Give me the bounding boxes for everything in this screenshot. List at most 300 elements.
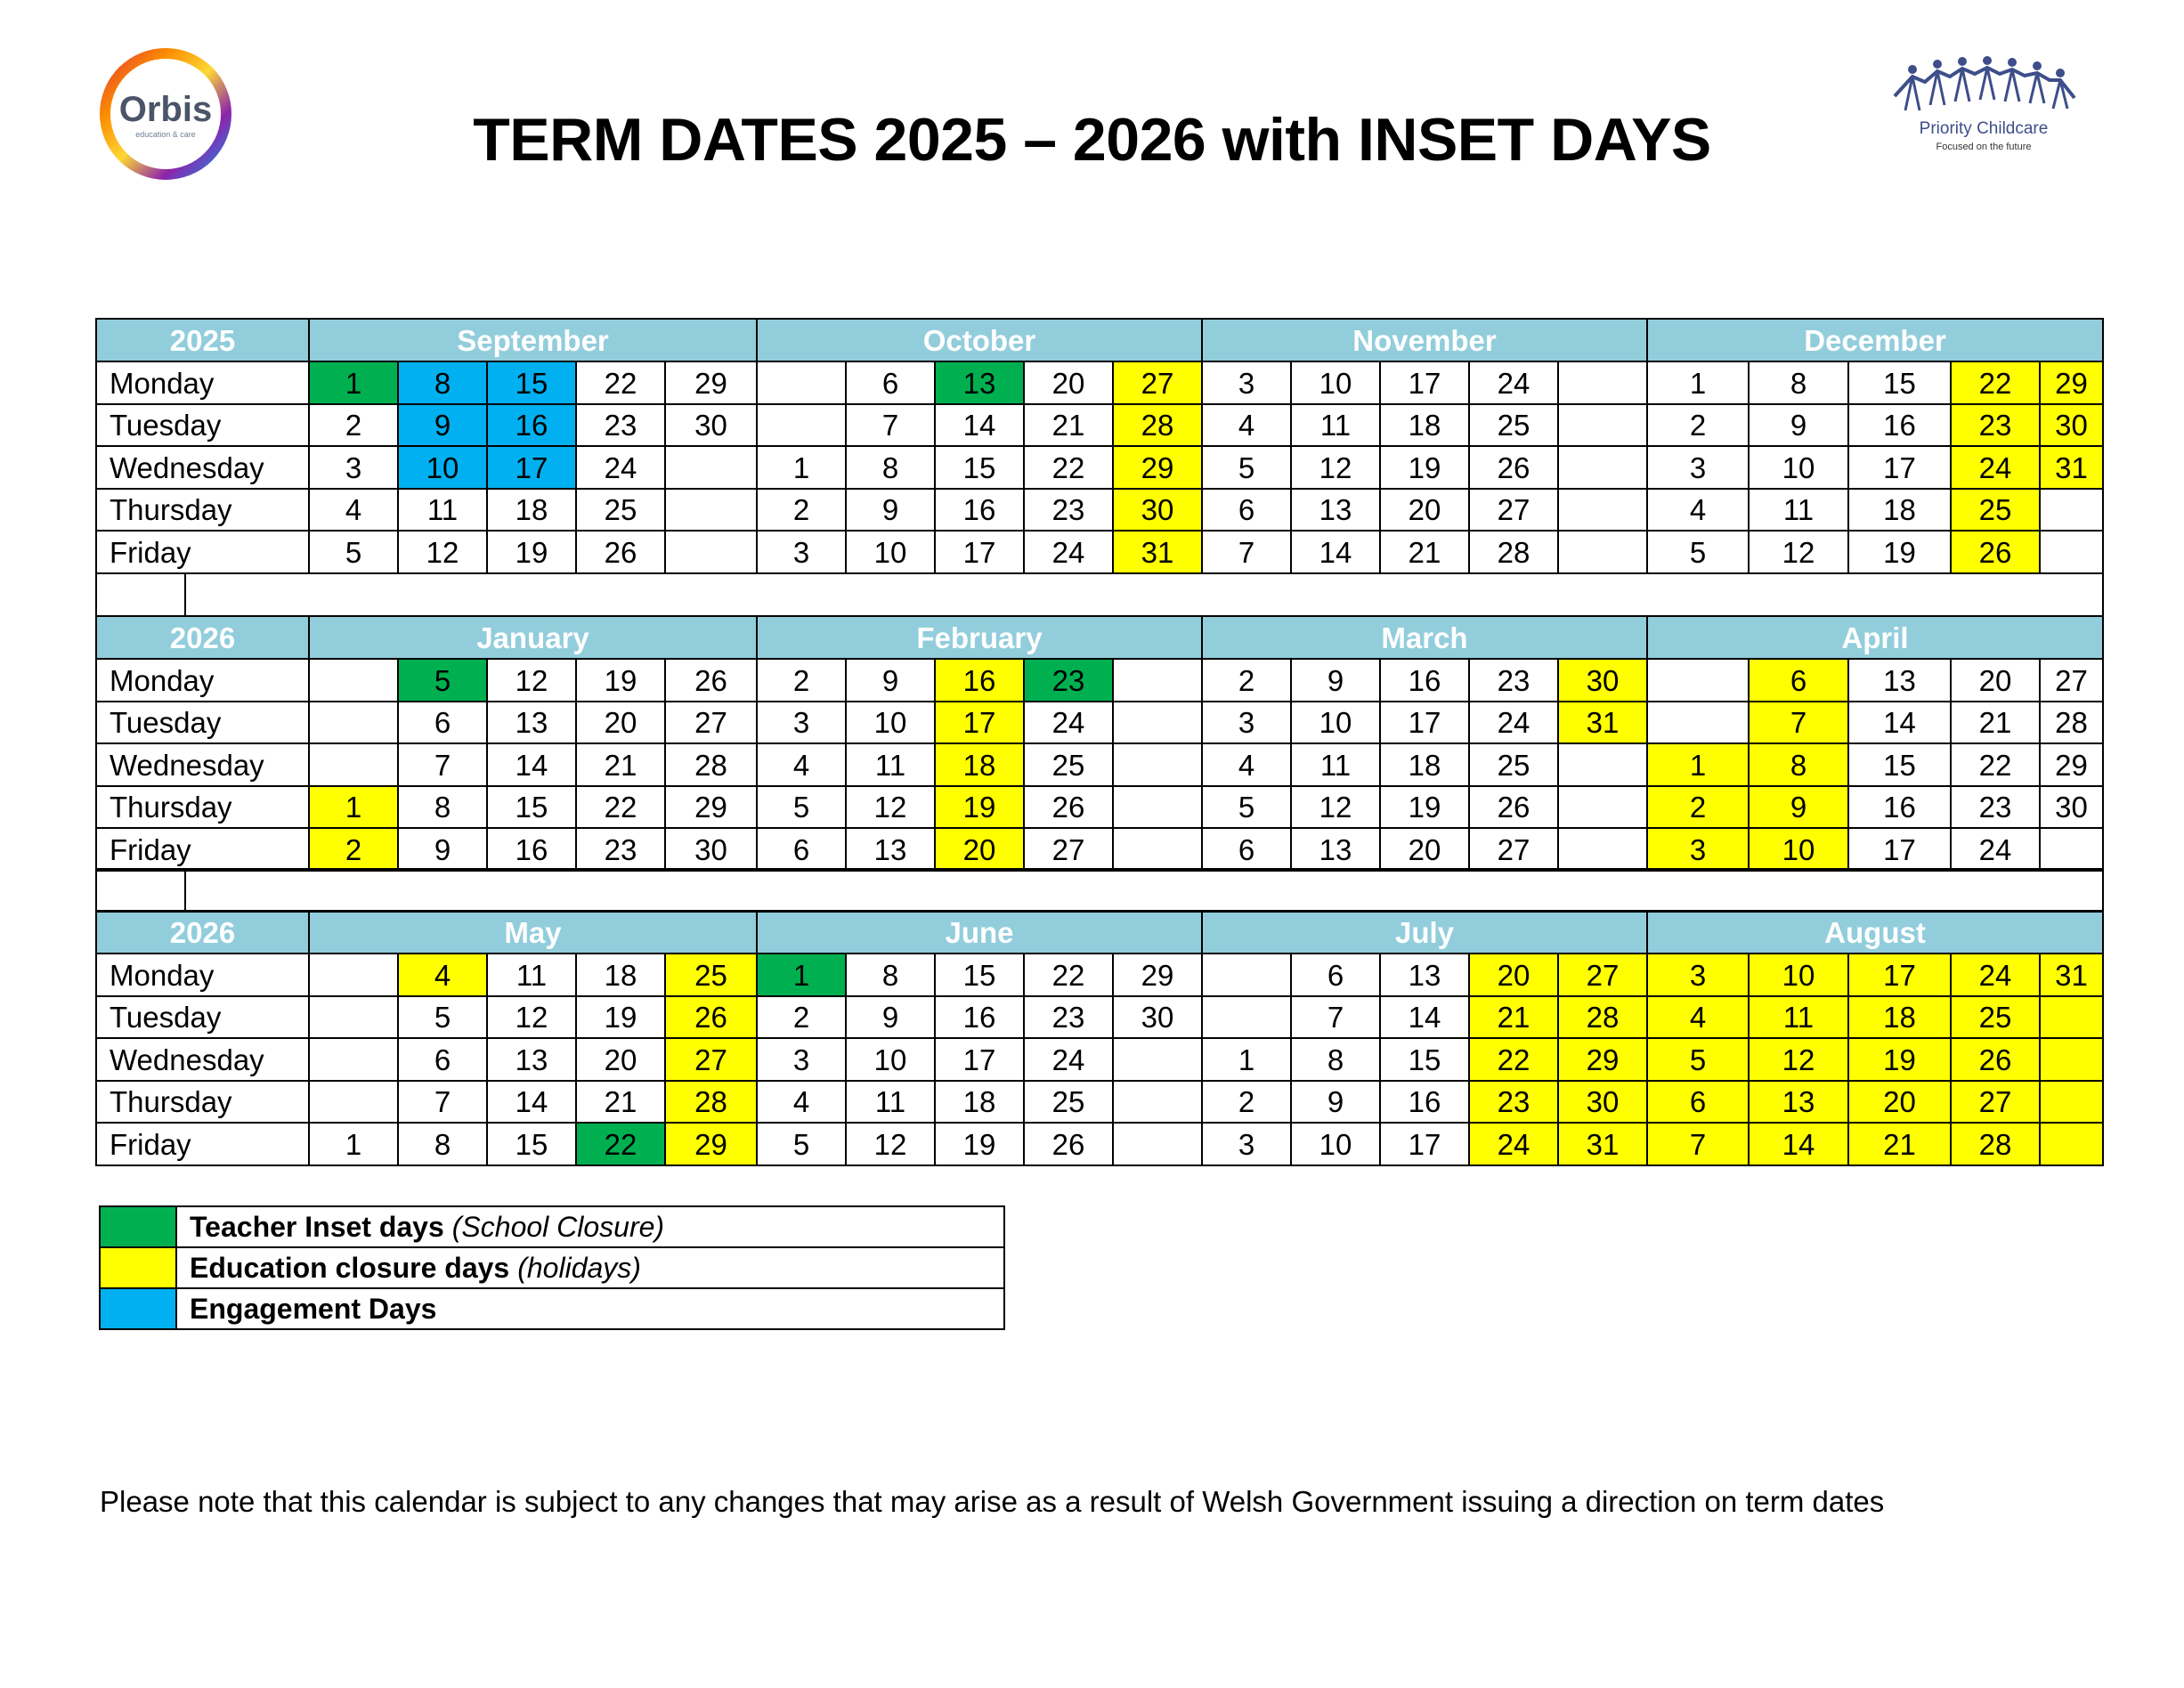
date-cell: 13 [934, 361, 1025, 405]
date-cell: 16 [486, 403, 577, 447]
date-cell: 30 [2039, 785, 2104, 829]
month-header-january: January [308, 615, 758, 660]
date-cell: 29 [664, 785, 758, 829]
date-cell: 10 [845, 701, 936, 744]
legend-label-text: Education closure days [190, 1251, 510, 1284]
date-cell: 14 [934, 403, 1025, 447]
date-cell: 24 [1023, 1037, 1114, 1082]
month-header-february: February [756, 615, 1203, 660]
date-cell: 15 [486, 361, 577, 405]
date-cell: 29 [664, 1122, 758, 1166]
date-cell: 9 [1290, 1080, 1381, 1124]
date-cell: 16 [486, 827, 577, 872]
date-cell: 16 [934, 488, 1025, 532]
weekday-label-friday: Friday [95, 827, 310, 872]
date-cell [1201, 995, 1292, 1039]
date-cell [1112, 1080, 1203, 1124]
date-cell [1112, 785, 1203, 829]
date-cell: 28 [664, 743, 758, 787]
date-cell: 3 [1646, 827, 1750, 872]
year-header: 2026 [95, 615, 310, 660]
date-cell [2039, 530, 2104, 574]
date-cell: 5 [308, 530, 399, 574]
month-header-september: September [308, 318, 758, 362]
date-cell: 25 [1468, 743, 1559, 787]
date-cell: 7 [845, 403, 936, 447]
date-cell: 31 [1112, 530, 1203, 574]
date-cell: 28 [1112, 403, 1203, 447]
date-cell: 2 [308, 403, 399, 447]
date-cell: 29 [1557, 1037, 1648, 1082]
date-cell: 2 [1646, 403, 1750, 447]
date-cell: 14 [1379, 995, 1470, 1039]
date-cell: 29 [664, 361, 758, 405]
date-cell [756, 403, 847, 447]
date-cell: 6 [1748, 658, 1849, 702]
date-cell: 8 [1290, 1037, 1381, 1082]
date-cell: 13 [1290, 827, 1381, 872]
date-cell: 4 [1201, 403, 1292, 447]
date-cell: 25 [575, 488, 666, 532]
date-cell: 11 [845, 1080, 936, 1124]
date-cell: 26 [1950, 1037, 2041, 1082]
weekday-label-friday: Friday [95, 1122, 310, 1166]
weekday-label-wednesday: Wednesday [95, 1037, 310, 1082]
date-cell: 18 [486, 488, 577, 532]
date-cell: 17 [1847, 827, 1952, 872]
date-cell: 16 [1379, 1080, 1470, 1124]
priority-childcare-tagline: Focused on the future [1936, 142, 2032, 152]
date-cell: 15 [1847, 361, 1952, 405]
weekday-label-tuesday: Tuesday [95, 403, 310, 447]
date-cell: 18 [1847, 995, 1952, 1039]
date-cell: 4 [1201, 743, 1292, 787]
date-cell: 20 [575, 1037, 666, 1082]
date-cell: 22 [1023, 445, 1114, 490]
date-cell: 25 [1468, 403, 1559, 447]
date-cell: 7 [397, 743, 488, 787]
date-cell: 17 [1379, 361, 1470, 405]
date-cell: 23 [575, 403, 666, 447]
month-header-october: October [756, 318, 1203, 362]
date-cell: 10 [1290, 1122, 1381, 1166]
date-cell: 14 [486, 1080, 577, 1124]
date-cell [1557, 403, 1648, 447]
date-cell: 2 [1201, 1080, 1292, 1124]
date-cell: 17 [486, 445, 577, 490]
date-cell: 26 [1950, 530, 2041, 574]
date-cell [664, 488, 758, 532]
date-cell: 29 [1112, 445, 1203, 490]
date-cell: 5 [397, 995, 488, 1039]
date-cell: 23 [1468, 1080, 1559, 1124]
month-header-april: April [1646, 615, 2104, 660]
month-header-march: March [1201, 615, 1648, 660]
date-cell: 24 [1468, 361, 1559, 405]
date-cell: 8 [397, 785, 488, 829]
date-cell: 26 [1023, 785, 1114, 829]
date-cell: 23 [1023, 995, 1114, 1039]
date-cell: 6 [1201, 827, 1292, 872]
date-cell: 1 [756, 445, 847, 490]
date-cell: 9 [397, 403, 488, 447]
date-cell: 15 [1379, 1037, 1470, 1082]
date-cell: 26 [664, 995, 758, 1039]
date-cell: 27 [664, 701, 758, 744]
date-cell: 16 [934, 995, 1025, 1039]
date-cell: 2 [308, 827, 399, 872]
date-cell [2039, 488, 2104, 532]
date-cell: 28 [1468, 530, 1559, 574]
date-cell: 29 [2039, 743, 2104, 787]
date-cell: 17 [934, 1037, 1025, 1082]
date-cell: 16 [1847, 403, 1952, 447]
date-cell [308, 995, 399, 1039]
block-spacer-label [95, 868, 186, 913]
date-cell: 11 [1290, 743, 1381, 787]
month-header-july: July [1201, 910, 1648, 954]
legend-swatch [99, 1287, 177, 1330]
date-cell: 27 [664, 1037, 758, 1082]
calendar-legend [99, 1205, 1005, 1334]
date-cell: 7 [1201, 530, 1292, 574]
date-cell: 7 [1748, 701, 1849, 744]
date-cell: 18 [1379, 743, 1470, 787]
date-cell: 6 [845, 361, 936, 405]
legend-label-note: (holidays) [517, 1251, 641, 1284]
date-cell: 5 [1201, 445, 1292, 490]
date-cell: 18 [934, 1080, 1025, 1124]
date-cell: 24 [1950, 445, 2041, 490]
date-cell [2039, 1122, 2104, 1166]
date-cell [1557, 743, 1648, 787]
date-cell: 3 [756, 701, 847, 744]
date-cell: 24 [1950, 953, 2041, 997]
date-cell: 9 [397, 827, 488, 872]
date-cell: 24 [1023, 530, 1114, 574]
date-cell [1112, 701, 1203, 744]
date-cell: 16 [1379, 658, 1470, 702]
date-cell: 3 [1646, 953, 1750, 997]
date-cell: 21 [1023, 403, 1114, 447]
date-cell: 24 [1468, 701, 1559, 744]
date-cell: 15 [486, 785, 577, 829]
date-cell: 3 [1646, 445, 1750, 490]
date-cell: 9 [1748, 785, 1849, 829]
date-cell [756, 361, 847, 405]
date-cell: 25 [664, 953, 758, 997]
date-cell: 13 [1847, 658, 1952, 702]
date-cell: 16 [934, 658, 1025, 702]
month-header-december: December [1646, 318, 2104, 362]
date-cell: 3 [756, 1037, 847, 1082]
date-cell: 20 [1847, 1080, 1952, 1124]
date-cell: 20 [1023, 361, 1114, 405]
date-cell [2039, 995, 2104, 1039]
date-cell: 21 [1379, 530, 1470, 574]
orbis-logo-text: Orbis [118, 90, 213, 129]
date-cell: 2 [1201, 658, 1292, 702]
date-cell: 20 [1379, 827, 1470, 872]
date-cell: 28 [664, 1080, 758, 1124]
date-cell: 3 [1201, 701, 1292, 744]
date-cell: 4 [756, 743, 847, 787]
year-header: 2026 [95, 910, 310, 954]
date-cell: 4 [756, 1080, 847, 1124]
date-cell: 10 [1748, 827, 1849, 872]
legend-label-note: (School Closure) [451, 1210, 665, 1243]
date-cell: 13 [845, 827, 936, 872]
month-header-june: June [756, 910, 1203, 954]
weekday-label-thursday: Thursday [95, 1080, 310, 1124]
weekday-label-monday: Monday [95, 953, 310, 997]
date-cell: 28 [1950, 1122, 2041, 1166]
weekday-label-wednesday: Wednesday [95, 743, 310, 787]
date-cell: 2 [756, 995, 847, 1039]
date-cell: 1 [1646, 361, 1750, 405]
year-header: 2025 [95, 318, 310, 362]
date-cell: 11 [397, 488, 488, 532]
date-cell: 11 [1748, 488, 1849, 532]
date-cell: 1 [756, 953, 847, 997]
date-cell: 13 [486, 701, 577, 744]
weekday-label-tuesday: Tuesday [95, 701, 310, 744]
date-cell: 22 [1950, 361, 2041, 405]
date-cell [1646, 658, 1750, 702]
date-cell: 5 [756, 1122, 847, 1166]
date-cell: 19 [1379, 445, 1470, 490]
date-cell: 25 [1023, 1080, 1114, 1124]
date-cell: 12 [1290, 785, 1381, 829]
month-header-may: May [308, 910, 758, 954]
date-cell: 19 [934, 785, 1025, 829]
date-cell: 26 [664, 658, 758, 702]
date-cell: 1 [308, 785, 399, 829]
date-cell [308, 1037, 399, 1082]
date-cell: 4 [1646, 488, 1750, 532]
date-cell: 11 [486, 953, 577, 997]
date-cell: 25 [1023, 743, 1114, 787]
date-cell: 30 [1112, 488, 1203, 532]
date-cell: 17 [1847, 445, 1952, 490]
date-cell: 15 [1847, 743, 1952, 787]
date-cell: 17 [1847, 953, 1952, 997]
date-cell: 30 [1557, 1080, 1648, 1124]
date-cell: 30 [664, 827, 758, 872]
date-cell [1646, 701, 1750, 744]
date-cell: 5 [1201, 785, 1292, 829]
date-cell: 18 [1379, 403, 1470, 447]
date-cell: 9 [845, 658, 936, 702]
legend-label [175, 1246, 1005, 1289]
page-title: TERM DATES 2025 – 2026 with INSET DAYS [473, 106, 1711, 174]
date-cell: 6 [1201, 488, 1292, 532]
date-cell: 23 [575, 827, 666, 872]
date-cell: 23 [1468, 658, 1559, 702]
date-cell: 21 [575, 1080, 666, 1124]
date-cell: 24 [1950, 827, 2041, 872]
date-cell: 3 [1201, 361, 1292, 405]
date-cell [308, 743, 399, 787]
weekday-label-thursday: Thursday [95, 488, 310, 532]
date-cell: 24 [1468, 1122, 1559, 1166]
date-cell: 24 [575, 445, 666, 490]
date-cell [1112, 743, 1203, 787]
priority-childcare-name: Priority Childcare [1919, 119, 2049, 138]
date-cell: 13 [1748, 1080, 1849, 1124]
legend-label-text: Engagement Days [190, 1292, 437, 1325]
legend-row-eng [99, 1287, 1005, 1330]
people-chain-legs [1905, 68, 2067, 110]
date-cell: 8 [845, 953, 936, 997]
date-cell: 19 [575, 995, 666, 1039]
date-cell: 19 [1847, 1037, 1952, 1082]
date-cell: 9 [1748, 403, 1849, 447]
month-header-november: November [1201, 318, 1648, 362]
date-cell: 4 [1646, 995, 1750, 1039]
date-cell: 25 [1950, 995, 2041, 1039]
date-cell: 31 [1557, 701, 1648, 744]
date-cell: 12 [1748, 1037, 1849, 1082]
date-cell: 21 [1847, 1122, 1952, 1166]
date-cell: 14 [1847, 701, 1952, 744]
date-cell: 14 [486, 743, 577, 787]
date-cell: 21 [1950, 701, 2041, 744]
date-cell: 20 [934, 827, 1025, 872]
date-cell [1557, 445, 1648, 490]
date-cell: 4 [397, 953, 488, 997]
date-cell: 23 [1950, 403, 2041, 447]
date-cell: 28 [1557, 995, 1648, 1039]
date-cell: 26 [1023, 1122, 1114, 1166]
legend-row-ins [99, 1205, 1005, 1248]
date-cell: 10 [845, 530, 936, 574]
date-cell: 17 [1379, 701, 1470, 744]
date-cell: 7 [1646, 1122, 1750, 1166]
date-cell [2039, 1080, 2104, 1124]
date-cell: 12 [1748, 530, 1849, 574]
date-cell: 27 [2039, 658, 2104, 702]
date-cell: 15 [934, 445, 1025, 490]
date-cell: 10 [1290, 361, 1381, 405]
date-cell [308, 701, 399, 744]
weekday-label-tuesday: Tuesday [95, 995, 310, 1039]
date-cell: 8 [1748, 361, 1849, 405]
block-spacer-label [95, 572, 186, 617]
date-cell: 19 [486, 530, 577, 574]
date-cell: 8 [397, 1122, 488, 1166]
date-cell: 13 [1290, 488, 1381, 532]
date-cell: 30 [2039, 403, 2104, 447]
date-cell: 20 [1950, 658, 2041, 702]
date-cell: 27 [1468, 488, 1559, 532]
date-cell: 8 [397, 361, 488, 405]
date-cell: 5 [756, 785, 847, 829]
orbis-logo-subtext: education & care [135, 130, 196, 139]
date-cell [2039, 827, 2104, 872]
date-cell: 2 [1646, 785, 1750, 829]
date-cell [1557, 361, 1648, 405]
date-cell: 6 [397, 1037, 488, 1082]
date-cell [1557, 785, 1648, 829]
date-cell: 8 [845, 445, 936, 490]
date-cell: 29 [2039, 361, 2104, 405]
date-cell [308, 658, 399, 702]
date-cell: 12 [845, 1122, 936, 1166]
date-cell: 23 [1950, 785, 2041, 829]
date-cell: 28 [2039, 701, 2104, 744]
date-cell: 20 [575, 701, 666, 744]
weekday-label-monday: Monday [95, 361, 310, 405]
date-cell: 18 [1847, 488, 1952, 532]
block-spacer-row [184, 572, 2104, 617]
date-cell [2039, 1037, 2104, 1082]
date-cell: 22 [1468, 1037, 1559, 1082]
date-cell: 17 [934, 701, 1025, 744]
date-cell: 10 [845, 1037, 936, 1082]
date-cell: 25 [1950, 488, 2041, 532]
date-cell: 6 [756, 827, 847, 872]
date-cell: 10 [1290, 701, 1381, 744]
date-cell: 12 [486, 658, 577, 702]
date-cell [308, 953, 399, 997]
date-cell [308, 1080, 399, 1124]
date-cell [1201, 953, 1292, 997]
date-cell: 23 [1023, 488, 1114, 532]
date-cell: 30 [664, 403, 758, 447]
date-cell [1557, 488, 1648, 532]
date-cell: 13 [1379, 953, 1470, 997]
date-cell: 11 [845, 743, 936, 787]
date-cell: 26 [1468, 785, 1559, 829]
date-cell: 9 [1290, 658, 1381, 702]
date-cell: 10 [1748, 953, 1849, 997]
date-cell: 22 [575, 361, 666, 405]
date-cell: 22 [1023, 953, 1114, 997]
date-cell: 17 [1379, 1122, 1470, 1166]
legend-swatch [99, 1246, 177, 1289]
block-spacer-row [184, 868, 2104, 913]
date-cell: 1 [1646, 743, 1750, 787]
date-cell: 29 [1112, 953, 1203, 997]
date-cell: 6 [1290, 953, 1381, 997]
date-cell: 15 [934, 953, 1025, 997]
date-cell: 27 [1112, 361, 1203, 405]
date-cell: 6 [397, 701, 488, 744]
date-cell: 19 [1379, 785, 1470, 829]
weekday-label-monday: Monday [95, 658, 310, 702]
date-cell: 9 [845, 488, 936, 532]
date-cell: 19 [1847, 530, 1952, 574]
date-cell: 22 [1950, 743, 2041, 787]
date-cell [664, 445, 758, 490]
date-cell: 21 [575, 743, 666, 787]
weekday-label-wednesday: Wednesday [95, 445, 310, 490]
date-cell: 21 [1468, 995, 1559, 1039]
date-cell: 27 [1950, 1080, 2041, 1124]
date-cell: 23 [1023, 658, 1114, 702]
date-cell: 13 [486, 1037, 577, 1082]
date-cell: 17 [934, 530, 1025, 574]
date-cell: 11 [1748, 995, 1849, 1039]
legend-label-text: Teacher Inset days [190, 1210, 444, 1243]
date-cell: 12 [397, 530, 488, 574]
date-cell [664, 530, 758, 574]
date-cell: 26 [1468, 445, 1559, 490]
date-cell: 18 [934, 743, 1025, 787]
date-cell: 12 [845, 785, 936, 829]
date-cell: 8 [1748, 743, 1849, 787]
